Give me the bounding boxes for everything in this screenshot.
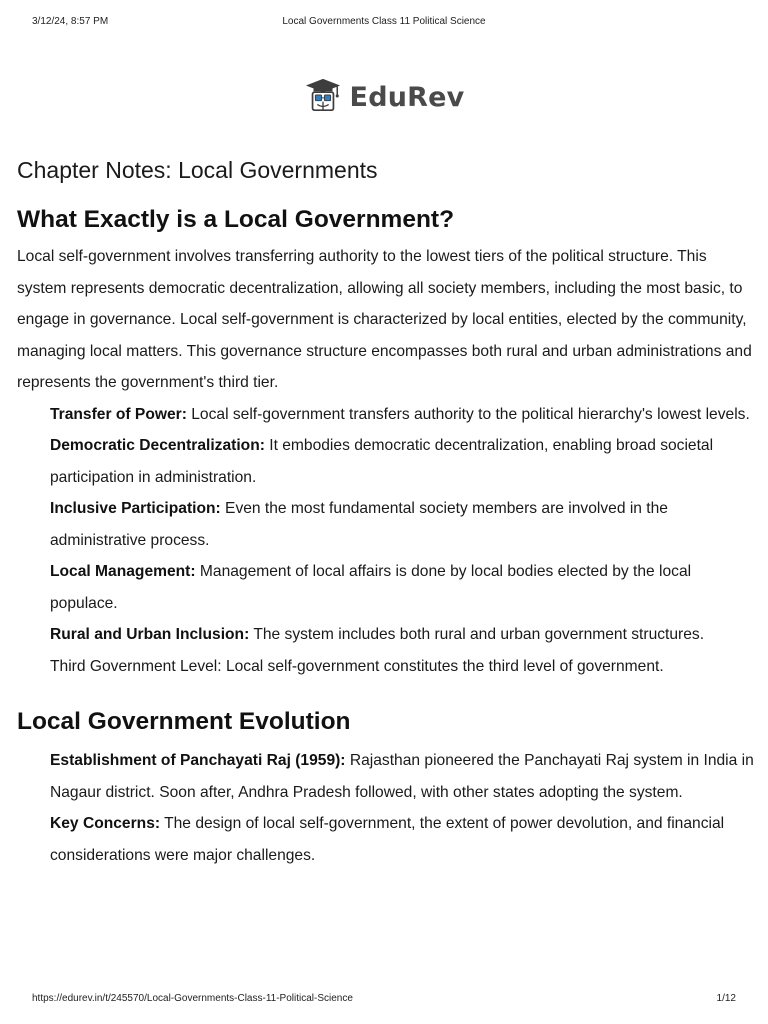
evolution-points-list xyxy=(17,745,755,871)
list-item-text: The design of local self-government, the extent of power devolution, and financial considerations were major challenges. xyxy=(50,815,725,864)
list-item-text: Management of local affairs is done by local bodies elected by the local populace. xyxy=(50,563,692,612)
edurev-logo[interactable] xyxy=(0,76,768,118)
list-item xyxy=(50,493,755,556)
page-url[interactable]: https://edurev.in/t/245570/Local-Governments-Class-11-Political-Science xyxy=(32,993,353,1004)
brand-name: EduRev xyxy=(349,81,465,113)
key-points-list xyxy=(17,399,755,683)
list-item xyxy=(50,556,755,619)
list-item xyxy=(50,619,755,651)
list-item-text: Rajasthan pioneered the Panchayati Raj system in India in Nagaur district. Soon after, Andhra Pradesh followed, with other states adopting the system. xyxy=(50,752,754,801)
print-date: 3/12/24, 8:57 PM xyxy=(32,16,109,27)
list-item-label: Transfer of Power: xyxy=(50,405,187,423)
list-item-text: Local self-government transfers authority to the political hierarchy's lowest levels. xyxy=(186,405,750,423)
main-content xyxy=(17,150,755,871)
print-document-title: Local Governments Class 11 Political Science xyxy=(282,16,486,27)
list-item-label: Rural and Urban Inclusion: xyxy=(50,626,250,643)
list-item-label: Key Concerns: xyxy=(50,815,161,832)
chapter-title: Chapter Notes: Local Governments xyxy=(17,157,378,183)
list-item-text: Even the most fundamental society members are involved in the administrative process. xyxy=(50,500,668,549)
print-header xyxy=(0,16,768,30)
print-footer xyxy=(0,993,768,1007)
section-heading: Local Government Evolution xyxy=(17,708,351,735)
list-item-label: Local Management: xyxy=(50,563,196,580)
list-item xyxy=(50,430,755,493)
section-intro: Local self-government involves transferring authority to the lowest tiers of the political structure. This system represents democratic decentralization, allowing all society members, including the most basic, to engage in governance. Local self-government is characterized by local entities, elected by the community, managing local matters. This governance structure encompasses both rural and urban administrations and represents the government's third tier. xyxy=(17,248,752,391)
list-item xyxy=(50,399,755,431)
list-item-label: Establishment of Panchayati Raj (1959): xyxy=(50,752,346,769)
graduate-mascot-icon xyxy=(304,76,342,119)
list-item-label: Democratic Decentralization: xyxy=(50,437,265,454)
page-number: 1/12 xyxy=(716,993,736,1004)
list-item xyxy=(50,745,755,808)
list-item-label: Inclusive Participation: xyxy=(50,500,221,517)
list-item-text: It embodies democratic decentralization, enabling broad societal participation in administration. xyxy=(50,437,714,486)
list-item xyxy=(50,808,755,871)
section-heading: What Exactly is a Local Government? xyxy=(17,206,455,233)
list-item-plain: Third Government Level: Local self-government constitutes the third level of government. xyxy=(50,657,664,675)
list-item-text: The system includes both rural and urban government structures. xyxy=(249,626,705,643)
